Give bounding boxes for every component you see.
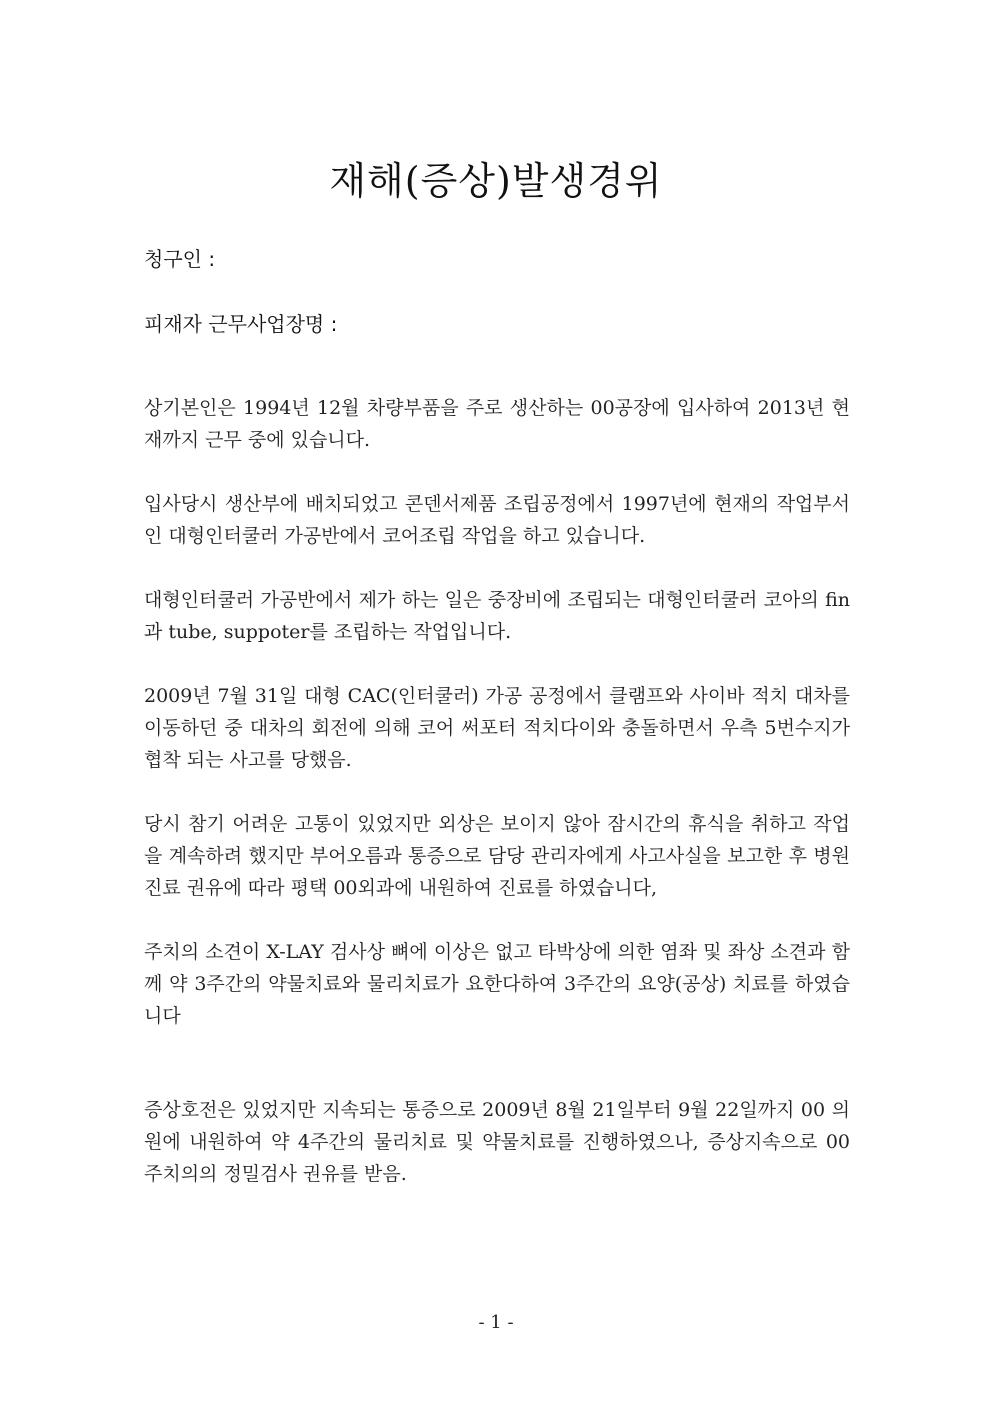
document-body [144, 392, 850, 1222]
claimant-label: 청구인 : [144, 247, 216, 271]
paragraph-6: 주치의 소견이 X-LAY 검사상 뼈에 이상은 없고 타박상에 의한 염좌 및 좌상 소견과 함께 약 3주간의 약물치료와 물리치료가 요한다하여 3주간의 요양(공상) 치료를 하였습니다 [144, 941, 850, 1027]
paragraph-5: 당시 참기 어려운 고통이 있었지만 외상은 보이지 않아 잠시간의 휴식을 취하고 작업을 계속하려 했지만 부어오름과 통증으로 담당 관리자에게 사고사실을 보고한 후 병원진료 권유에 따라 평택 00외과에 내원하여 진료를 하였습니다, [144, 813, 850, 899]
workplace-label: 피재자 근무사업장명 : [144, 312, 338, 336]
paragraph-7: 증상호전은 있었지만 지속되는 통증으로 2009년 8월 21일부터 9월 22일까지 00 의원에 내원하여 약 4주간의 물리치료 및 약물치료를 진행하였으나, 증상지속으로 00 주치의의 정밀검사 권유를 받음. [144, 1099, 850, 1185]
paragraph-4: 2009년 7월 31일 대형 CAC(인터쿨러) 가공 공정에서 클램프와 사이바 적치 대차를 이동하던 중 대차의 회전에 의해 코어 써포터 적치다이와 충돌하면서 우측 5번수지가 협착 되는 사고를 당했음. [144, 685, 850, 771]
paragraph-3: 대형인터쿨러 가공반에서 제가 하는 일은 중장비에 조립되는 대형인터쿨러 코아의 fin과 tube, suppoter를 조립하는 작업입니다. [144, 589, 850, 643]
page-number: - 1 - [478, 1312, 514, 1333]
page-title: 재해(증상)발생경위 [329, 159, 663, 203]
paragraph-1: 상기본인은 1994년 12월 차량부품을 주로 생산하는 00공장에 입사하여 2013년 현재까지 근무 중에 있습니다. [144, 397, 850, 451]
paragraph-2: 입사당시 생산부에 배치되었고 콘덴서제품 조립공정에서 1997년에 현재의 작업부서인 대형인터쿨러 가공반에서 코어조립 작업을 하고 있습니다. [144, 493, 850, 547]
